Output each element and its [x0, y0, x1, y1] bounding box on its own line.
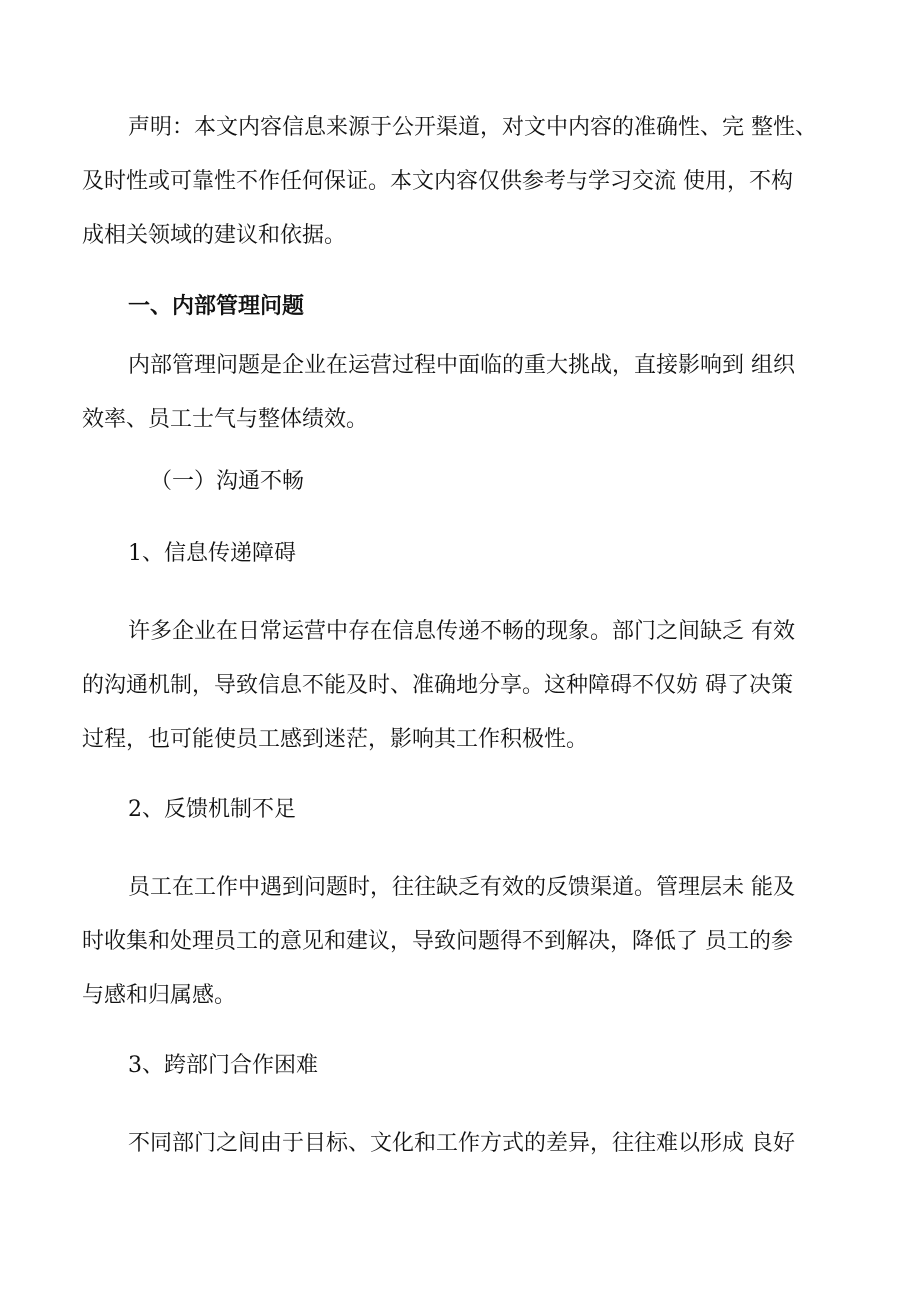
item-heading-1: 1、信息传递障碍: [128, 541, 296, 566]
item2-line-1: 员工在工作中遇到问题时，往往缺乏有效的反馈渠道。管理层未 能及: [128, 875, 795, 900]
item3-line-1: 不同部门之间由于目标、文化和工作方式的差异，往往难以形成 良好: [128, 1131, 795, 1156]
disclaimer-line-3: 成相关领域的建议和依据。: [82, 223, 347, 248]
item1-line-1: 许多企业在日常运营中存在信息传递不畅的现象。部门之间缺乏 有效: [128, 619, 795, 644]
subsection-heading: （一）沟通不畅: [150, 469, 305, 494]
disclaimer-line-2: 及时性或可靠性不作任何保证。本文内容仅供参考与学习交流 使用，不构: [82, 169, 793, 194]
item1-line-2: 的沟通机制，导致信息不能及时、准确地分享。这种障碍不仅妨 碍了决策: [82, 673, 793, 698]
item2-line-2: 时收集和处理员工的意见和建议，导致问题得不到解决，降低了 员工的参: [82, 929, 793, 954]
section-intro-line-2: 效率、员工士气与整体绩效。: [82, 407, 369, 432]
item2-line-3: 与感和归属感。: [82, 983, 237, 1008]
item-heading-2: 2、反馈机制不足: [128, 797, 296, 822]
item-heading-3: 3、跨部门合作困难: [128, 1053, 318, 1078]
section-intro-line-1: 内部管理问题是企业在运营过程中面临的重大挑战，直接影响到 组织: [128, 353, 795, 378]
item1-line-3: 过程，也可能使员工感到迷茫，影响其工作积极性。: [82, 727, 589, 752]
disclaimer-line-1: 声明：本文内容信息来源于公开渠道，对文中内容的准确性、完 整性、: [128, 115, 817, 140]
section-heading: 一、内部管理问题: [128, 293, 305, 319]
